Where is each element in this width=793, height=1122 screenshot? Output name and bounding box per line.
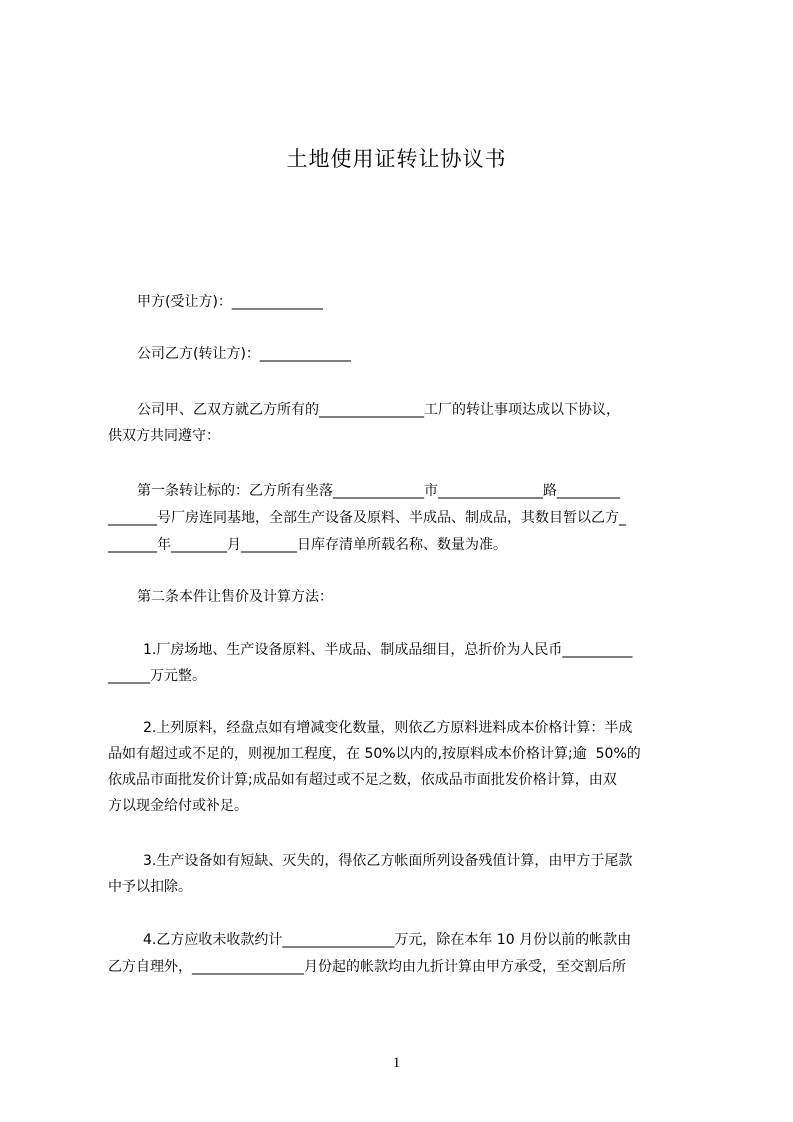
article1-line-3: _______年________月________日库存清单所载名称、数量为准。 xyxy=(108,537,507,553)
page-number: 1 xyxy=(392,1055,401,1071)
item3-line-2: 中予以扣除。 xyxy=(108,879,192,895)
page-title: 土地使用证转让协议书 xyxy=(286,147,507,171)
item2-line-1: 2.上列原料，经盘点如有增减变化数量，则依乙方原料进料成本价格计算：半成 xyxy=(143,720,633,736)
intro-line-1: 公司甲、乙双方就乙方所有的_______________工厂的转让事项达成以下协议， xyxy=(137,402,620,418)
party-b-line: 公司乙方(转让方)：_____________ xyxy=(137,346,351,362)
item1-line-2: ______万元整。 xyxy=(108,668,206,684)
article1-line-2: _______号厂房连同基地，全部生产设备及原料、半成品、制成品，其数目暂以乙方_ xyxy=(108,510,626,526)
item1-line-1: 1.厂房场地、生产设备原料、半成品、制成品细目，总折价为人民币__________ xyxy=(143,642,633,658)
article1-line-1: 第一条转让标的：乙方所有坐落_____________市_______________路_________ xyxy=(137,483,620,499)
item4-line-1: 4.乙方应收未收款约计________________万元，除在本年 10 月份以前的帐款由 xyxy=(143,932,632,948)
article2-heading: 第二条本件让售价及计算方法： xyxy=(137,589,333,605)
item3-line-1: 3.生产设备如有短缺、灭失的，得依乙方帐面所列设备残值计算，由甲方于尾款 xyxy=(143,853,633,869)
item2-line-3: 依成品市面批发价计算;成品如有超过或不足之数，依成品市面批发价格计算，由双 xyxy=(108,772,617,788)
item2-line-2: 品如有超过或不足的，则视加工程度，在 50%以内的,按原料成本价格计算;逾 50%的 xyxy=(108,746,641,762)
item2-line-4: 方以现金给付或补足。 xyxy=(108,798,248,814)
intro-line-2: 供双方共同遵守： xyxy=(108,428,220,444)
party-a-line: 甲方(受让方)：_____________ xyxy=(137,294,323,310)
item4-line-2: 乙方自理外，________________月份起的帐款均由九折计算由甲方承受，至交割后所 xyxy=(108,959,626,975)
